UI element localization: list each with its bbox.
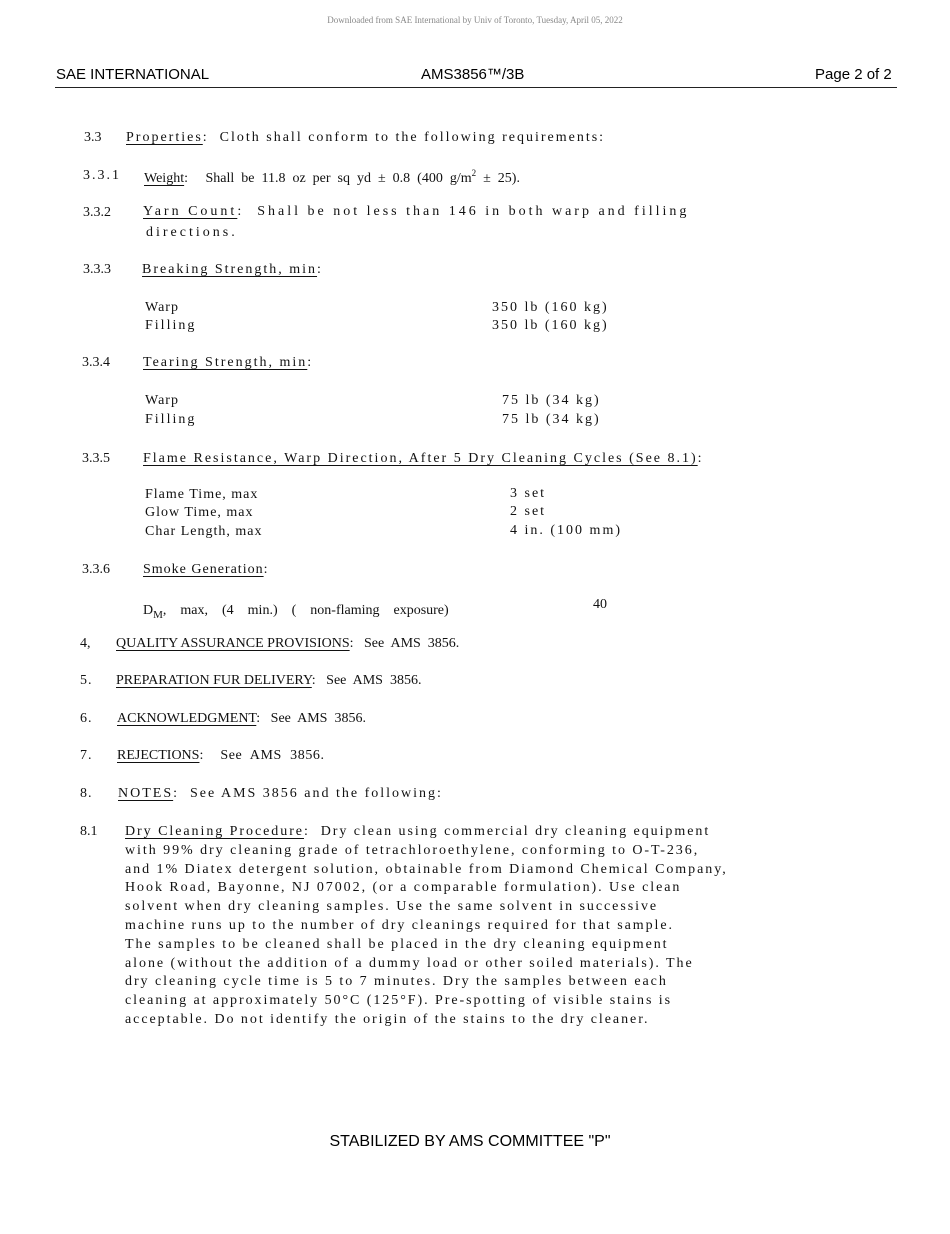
- stabilization-notice: STABILIZED BY AMS COMMITTEE "P": [329, 1133, 611, 1150]
- section-3-3-text: : Cloth shall conform to the following requirements:: [202, 130, 606, 145]
- section-3-3-2-text: : Shall be not less than 146 in both warp and filling: [237, 204, 690, 219]
- section-3-3-line: [126, 130, 605, 146]
- paragraph-line: acceptable. Do not identify the origin of the stains to the dry cleaner.: [125, 1011, 650, 1027]
- section-6-text: : See AMS 3856.: [256, 711, 366, 726]
- char-length-label: Char Length, max: [145, 524, 263, 539]
- tearing-filling-label: Filling: [145, 412, 197, 427]
- section-4-line: [116, 636, 459, 652]
- section-6-line: [117, 711, 366, 727]
- header-rule: [55, 87, 897, 88]
- section-8-line: [118, 786, 443, 802]
- section-8-number: 8.: [80, 786, 93, 801]
- section-3-3-2-title: Yarn Count: [143, 204, 238, 219]
- paragraph-line: The samples to be cleaned shall be placed in the dry cleaning equipment: [125, 936, 669, 952]
- breaking-filling-label: Filling: [145, 318, 197, 333]
- paragraph-line-text: : Dry clean using commercial dry cleaning equipment: [303, 824, 711, 839]
- smoke-density-value: 40: [593, 597, 607, 612]
- colon: :: [263, 562, 269, 577]
- char-length-value: 4 in. (100 mm): [510, 523, 622, 538]
- smoke-density-label-rest: , max, (4 min.) ( non-flaming exposure): [162, 603, 449, 618]
- tearing-filling-value: 75 lb (34 kg): [502, 412, 601, 427]
- paragraph-line: alone (without the addition of a dummy load or other soiled materials). The: [125, 955, 694, 971]
- section-7-number: 7.: [80, 748, 93, 763]
- section-3-3-2-number: 3.3.2: [83, 205, 111, 220]
- download-notice: Downloaded from SAE International by Univ of Toronto, Tuesday, April 05, 2022: [327, 15, 623, 25]
- section-3-3-4-title: Tearing Strength, min: [143, 355, 308, 370]
- section-3-3-4-number: 3.3.4: [82, 355, 110, 370]
- section-3-3-1-text: : Shall be 11.8 oz per sq yd ± 0.8 (400 g/m: [184, 171, 472, 186]
- colon: :: [307, 355, 314, 370]
- section-3-3-3-number: 3.3.3: [83, 262, 111, 277]
- glow-time-label: Glow Time, max: [145, 505, 254, 520]
- section-8-1-number: 8.1: [80, 824, 98, 839]
- flame-time-value: 3 set: [510, 486, 547, 501]
- section-3-3-title: Properties: [126, 130, 203, 145]
- section-3-3-5-title: Flame Resistance, Warp Direction, After 5 Dry Cleaning Cycles (See 8.1): [143, 451, 698, 466]
- section-3-3-3-line: [142, 262, 323, 278]
- tearing-warp-value: 75 lb (34 kg): [502, 393, 601, 408]
- paragraph-line: cleaning at approximately 50°C (125°F). Pre-spotting of visible stains is: [125, 993, 673, 1009]
- section-3-3-5-line: [143, 451, 704, 467]
- superscript-2: 2: [471, 168, 477, 178]
- glow-time-value: 2 set: [510, 504, 547, 519]
- section-3-3-1-number: 3.3.1: [83, 168, 121, 183]
- breaking-warp-label: Warp: [145, 300, 179, 315]
- smoke-density-label: [143, 603, 449, 621]
- section-3-3-2-line: [143, 204, 689, 220]
- section-4-title: QUALITY ASSURANCE PROVISIONS: [116, 636, 350, 651]
- breaking-warp-value: 350 lb (160 kg): [492, 300, 609, 315]
- paragraph-line: machine runs up to the number of dry cleanings required for that sample.: [125, 917, 674, 933]
- header-doc-id: AMS3856™/3B: [421, 66, 525, 83]
- section-8-title: NOTES: [118, 786, 174, 801]
- section-5-title: PREPARATION FUR DELIVERY: [116, 673, 312, 688]
- section-6-number: 6.: [80, 711, 93, 726]
- section-8-text: : See AMS 3856 and the following:: [173, 786, 443, 801]
- paragraph-line: dry cleaning cycle time is 5 to 7 minutes. Dry the samples between each: [125, 974, 668, 990]
- section-3-3-number: 3.3: [84, 130, 102, 145]
- section-3-3-3-title: Breaking Strength, min: [142, 262, 318, 277]
- section-3-3-6-title: Smoke Generation: [143, 562, 264, 577]
- section-3-3-4-line: [143, 355, 313, 371]
- paragraph-line: and 1% Diatex detergent solution, obtainable from Diamond Chemical Company,: [125, 861, 728, 877]
- section-5-number: 5.: [80, 673, 93, 688]
- paragraph-line: with 99% dry cleaning grade of tetrachloroethylene, conforming to O-T-236,: [125, 842, 700, 858]
- header-page-number: Page 2 of 2: [815, 66, 892, 83]
- paragraph-line: solvent when dry cleaning samples. Use the same solvent in successive: [125, 899, 659, 915]
- section-5-line: [116, 673, 421, 689]
- flame-time-label: Flame Time, max: [145, 487, 259, 502]
- section-7-text: : See AMS 3856.: [199, 748, 325, 763]
- section-3-3-1-title: Weight: [144, 171, 185, 186]
- colon: :: [697, 451, 704, 466]
- section-7-line: [117, 748, 325, 764]
- section-8-1-paragraph: [125, 823, 885, 1030]
- section-7-title: REJECTIONS: [117, 748, 200, 763]
- m-subscript: M: [153, 609, 163, 621]
- section-3-3-1-text-end: ± 25).: [476, 171, 520, 186]
- breaking-filling-value: 350 lb (160 kg): [492, 318, 609, 333]
- section-3-3-6-number: 3.3.6: [82, 562, 110, 577]
- section-4-text: : See AMS 3856.: [349, 636, 460, 651]
- section-3-3-1-line: [144, 168, 520, 187]
- colon: :: [317, 262, 323, 277]
- section-4-number: 4,: [80, 636, 91, 651]
- section-3-3-2-text-cont: directions.: [146, 225, 238, 240]
- paragraph-line: [125, 823, 885, 842]
- section-6-title: ACKNOWLEDGMENT: [117, 711, 257, 726]
- section-3-3-6-line: [143, 562, 268, 578]
- d-symbol: D: [143, 603, 154, 618]
- section-5-text: : See AMS 3856.: [311, 673, 422, 688]
- tearing-warp-label: Warp: [145, 393, 179, 408]
- header-org: SAE INTERNATIONAL: [56, 66, 210, 83]
- paragraph-line: Hook Road, Bayonne, NJ 07002, (or a comparable formulation). Use clean: [125, 880, 682, 896]
- section-8-1-title: Dry Cleaning Procedure: [125, 824, 304, 839]
- section-3-3-5-number: 3.3.5: [82, 451, 110, 466]
